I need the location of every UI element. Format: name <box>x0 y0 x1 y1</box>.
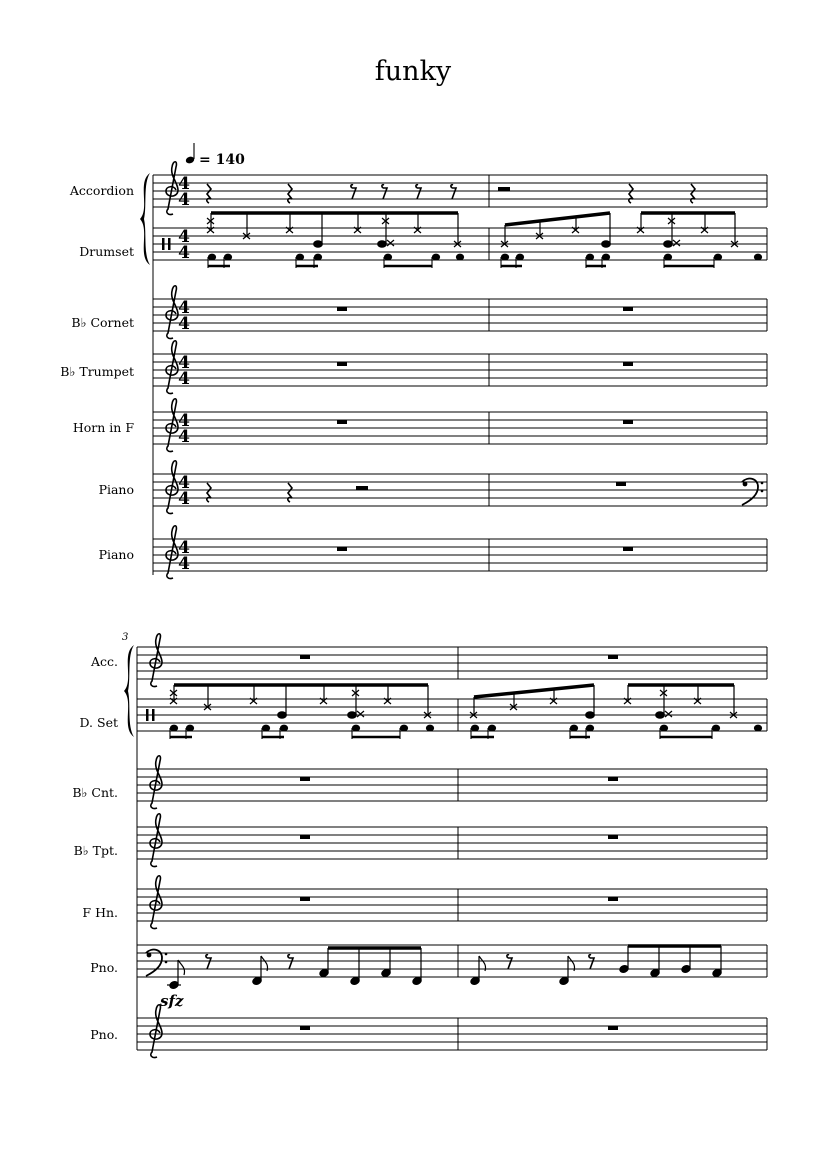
svg-text:4: 4 <box>178 411 190 431</box>
svg-text:4: 4 <box>178 353 190 373</box>
staff-label-horn: Horn in F <box>72 420 134 435</box>
piano-bass-line <box>167 946 722 989</box>
drum-pattern-m2 <box>501 213 738 247</box>
staff-label-trumpet: B♭ Tpt. <box>73 843 118 858</box>
grand-staff-brace <box>140 173 150 265</box>
drum-kick-snare-line-s1 <box>208 254 762 268</box>
drum-pattern-m3 <box>170 685 431 718</box>
score-title: funky <box>374 56 452 87</box>
dynamic-marking: sfz <box>160 992 184 1010</box>
staff-label-cornet: B♭ Cnt. <box>72 785 118 800</box>
drum-pattern-m4 <box>470 685 737 718</box>
svg-text:4: 4 <box>178 538 190 558</box>
staff-label-piano: Pno. <box>90 1027 118 1042</box>
staff-label-trumpet: B♭ Trumpet <box>60 364 134 379</box>
system-2 <box>72 632 767 1058</box>
staff-label-piano: Piano <box>98 482 134 497</box>
time-signatures <box>178 174 190 574</box>
barlines <box>489 175 767 571</box>
staff-label-drumset: Drumset <box>79 244 134 259</box>
staff-label-horn: F Hn. <box>82 905 118 920</box>
staff-label-piano: Pno. <box>90 960 118 975</box>
whole-rests <box>300 655 618 1030</box>
half-rest <box>498 187 510 191</box>
system-1 <box>60 162 767 579</box>
piano-quarter-rests <box>207 483 292 502</box>
whole-rests <box>337 307 633 551</box>
bass-clef-icon <box>146 950 167 976</box>
staff-label-cornet: B♭ Cornet <box>71 315 134 330</box>
svg-text:4: 4 <box>178 489 190 509</box>
svg-text:4: 4 <box>178 314 190 334</box>
tempo-value: = 140 <box>199 152 245 168</box>
piano-eighth-rests <box>206 955 594 969</box>
drum-kick-snare-line-s2 <box>170 725 762 739</box>
staff-label-drumset: D. Set <box>79 715 118 730</box>
staff-label-accordion: Accordion <box>69 183 134 198</box>
grand-staff-brace <box>124 645 134 737</box>
svg-text:4: 4 <box>178 427 190 447</box>
svg-text:4: 4 <box>178 298 190 318</box>
drum-pattern-m1 <box>207 213 461 247</box>
accordion-rests <box>207 184 695 203</box>
svg-text:4: 4 <box>178 190 190 210</box>
tempo-marking <box>185 143 245 168</box>
svg-text:4: 4 <box>178 227 190 247</box>
measure-number: 3 <box>122 632 129 643</box>
svg-text:4: 4 <box>178 369 190 389</box>
svg-text:4: 4 <box>178 473 190 493</box>
staff-label-piano: Piano <box>98 547 134 562</box>
bass-clef-icon <box>742 479 763 505</box>
staff-label-accordion: Acc. <box>90 654 118 669</box>
svg-text:4: 4 <box>178 243 190 263</box>
staff-lines <box>137 647 767 1050</box>
svg-text:4: 4 <box>178 174 190 194</box>
svg-text:4: 4 <box>178 554 190 574</box>
